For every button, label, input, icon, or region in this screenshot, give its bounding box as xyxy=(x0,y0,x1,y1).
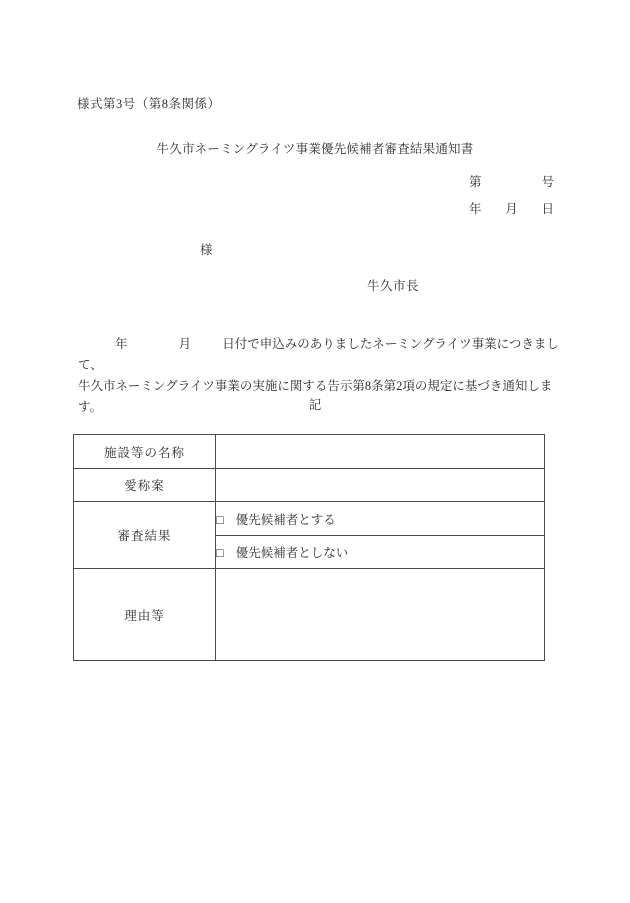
body-year-label: 年 xyxy=(115,337,128,351)
reason-value-cell[interactable] xyxy=(216,569,545,661)
checkbox-reject-icon[interactable]: □ xyxy=(216,546,224,560)
body-line-1-text: 日付で申込みのありましたネーミングライツ事業につきまして、 xyxy=(78,337,559,372)
addressee-honorific: 様 xyxy=(200,243,213,257)
form-number: 様式第3号（第8条関係） xyxy=(77,97,221,111)
nickname-value-cell[interactable] xyxy=(216,469,545,502)
doc-number-line xyxy=(469,172,554,199)
body-line-1 xyxy=(78,334,564,376)
facility-name-value-cell[interactable] xyxy=(216,435,545,469)
table-row-facility xyxy=(74,435,545,469)
document-title: 牛久市ネーミングライツ事業優先候補者審査結果通知書 xyxy=(156,142,474,156)
result-label: 審査結果 xyxy=(74,502,216,569)
facility-name-label: 施設等の名称 xyxy=(74,435,216,469)
sender-name: 牛久市長 xyxy=(367,279,420,293)
day-label: 日 xyxy=(541,202,554,216)
result-option-reject-label: 優先候補者としない xyxy=(235,546,349,560)
year-label: 年 xyxy=(469,202,482,216)
body-line-2: 牛久市ネーミングライツ事業の実施に関する告示第8条第2項の規定に基づき通知します。 xyxy=(78,379,553,414)
date-line xyxy=(469,199,554,226)
result-option-accept-label: 優先候補者とする xyxy=(235,512,336,527)
checkbox-accept-icon[interactable]: □ xyxy=(216,512,224,527)
reference-block xyxy=(469,172,554,226)
result-option-accept xyxy=(216,502,545,536)
doc-number-prefix: 第 xyxy=(469,175,482,189)
nickname-label: 愛称案 xyxy=(74,469,216,502)
table-row-reason xyxy=(74,569,545,661)
body-month-label: 月 xyxy=(178,337,192,351)
result-table xyxy=(73,434,545,661)
month-label: 月 xyxy=(505,202,518,216)
reason-label: 理由等 xyxy=(74,569,216,661)
result-option-reject xyxy=(216,536,545,569)
table-row-result-accept xyxy=(74,502,545,536)
table-row-nickname xyxy=(74,469,545,502)
doc-number-suffix: 号 xyxy=(541,175,554,189)
record-mark: 記 xyxy=(308,398,322,412)
